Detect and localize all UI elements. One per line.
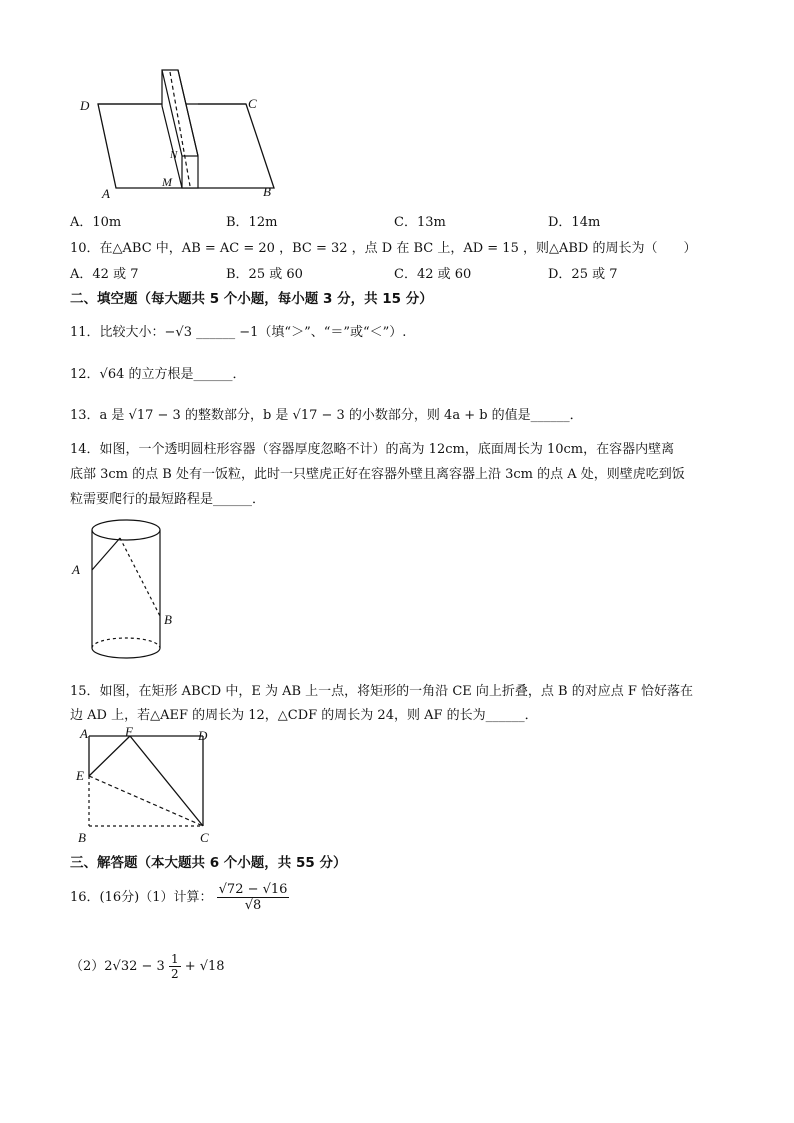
q15-line-1: 15．如图，在矩形 ABCD 中，E 为 AB 上一点，将矩形的一角沿 CE 向上折叠，点 B 的对应点 F 恰好落在 [70, 684, 693, 699]
q13-text: 13．a 是 √17 − 3 的整数部分，b 是 √17 − 3 的小数部分，则 4a + b 的值是______． [70, 408, 583, 423]
q16-part1-numerator: √72 − √16 [218, 882, 288, 897]
q10-text: 10．在△ABC 中，AB = AC = 20 ，BC = 32 ，点 D 在 BC 上，AD = 15 ，则△ABD 的周长为（ ） [70, 241, 697, 256]
q16-part2 [70, 952, 225, 981]
q16-heading: 16．(16分)（1）计算： [70, 890, 213, 905]
figure-q15-rectangle [70, 724, 230, 846]
label-C: C [248, 96, 257, 111]
label-D: D [198, 728, 208, 743]
q10-option-d: D．25 或 7 [548, 267, 618, 282]
label-M: M [162, 175, 172, 189]
q16-part1 [70, 882, 289, 913]
q16-part2-head: （2）2√32 − 3 [70, 959, 165, 974]
q16-part1-fraction [217, 882, 290, 913]
q16-part1-denominator: √8 [244, 898, 262, 913]
q10-option-a: A．42 或 7 [70, 267, 139, 282]
label-E: E [76, 768, 84, 783]
figure-q9-parallelogram [70, 60, 290, 200]
q15-line-2: 边 AD 上，若△AEF 的周长为 12，△CDF 的周长为 24，则 AF 的长为______． [70, 708, 538, 723]
q9-option-b: B．12m [226, 215, 278, 230]
q16-part2-denominator: 2 [170, 967, 179, 981]
q11-text: 11．比较大小：−√3 ______ −1（填“＞”、“＝”或“＜”）. [70, 325, 407, 340]
label-A: A [80, 726, 88, 741]
label-D: D [80, 98, 90, 113]
q12-text: 12．√64 的立方根是______． [70, 367, 246, 382]
section-3-heading: 三、解答题（本大题共 6 个小题，共 55 分） [70, 855, 347, 871]
section-2-heading: 二、填空题（每大题共 5 个小题，每小题 3 分，共 15 分） [70, 291, 433, 307]
label-B: B [263, 184, 271, 199]
q9-option-a: A．10m [70, 215, 122, 230]
q16-part2-numerator: 1 [170, 952, 179, 966]
q14-line-3: 粒需要爬行的最短路程是______． [70, 492, 266, 507]
q16-part2-fraction [169, 952, 181, 981]
label-A: A [72, 562, 80, 577]
q9-option-d: D．14m [548, 215, 601, 230]
label-C: C [200, 830, 209, 845]
label-N: N [170, 149, 178, 161]
q14-line-2: 底部 3cm 的点 B 处有一饭粒，此时一只壁虎正好在容器外壁且离容器上沿 3cm 的点 A 处，则壁虎吃到饭 [70, 467, 685, 482]
label-B: B [164, 612, 172, 627]
q14-line-1: 14．如图，一个透明圆柱形容器（容器厚度忽略不计）的高为 12cm，底面周长为 10cm，在容器内壁离 [70, 442, 675, 457]
q9-option-c: C．13m [394, 215, 446, 230]
figure-q14-cylinder [66, 510, 186, 670]
q10-option-c: C．42 或 60 [394, 267, 472, 282]
label-F: F [125, 724, 133, 739]
q16-part2-tail: + √18 [184, 959, 225, 974]
label-B: B [78, 830, 86, 845]
label-A: A [102, 186, 110, 200]
q10-option-b: B．25 或 60 [226, 267, 303, 282]
